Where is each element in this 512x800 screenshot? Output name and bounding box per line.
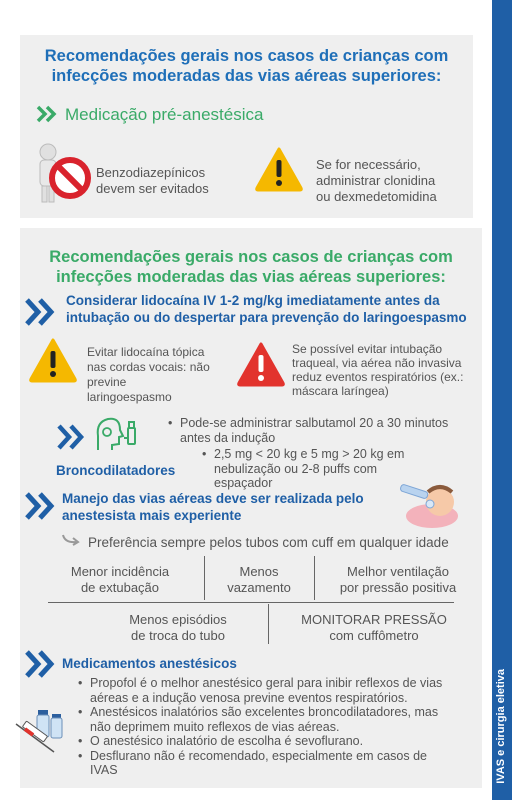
double-chevron-icon [36,105,58,123]
section2-title: Recomendações gerais nos casos de crianças com infecções moderadas das vias aéreas superiores: [49,248,453,286]
list-item: • Pode-se administrar salbutamol 20 a 30 minutos antes da indução [168,416,488,445]
double-chevron-icon [56,422,86,452]
alert-icon [236,341,286,387]
inhaler-icon [92,414,140,456]
bronchodilators-list [168,416,488,491]
list-item: • Propofol é o melhor anestésico geral para inibir reflexos de vias aéreas e a indução venosa previne eventos respiratórios. [78,676,478,705]
monitor-cuff-pressure: MONITORAR PRESSÃO com cuffômetro [301,612,447,643]
list-item: • Anestésicos inalatórios são excelentes broncodilatadores, mas não deprimem muito reflexos de vias aéreas. [78,705,478,734]
forbidden-sign-icon [32,140,96,206]
double-chevron-icon [24,490,56,522]
benefit-ventilation: Melhor ventilação por pressão positiva [339,564,457,595]
benefit-tube-exchange: Menos episódios de troca do tubo [129,612,227,643]
curved-arrow-icon [60,532,84,546]
side-tab-label: IVAS e cirurgia eletiva [495,669,507,784]
bronchodilators-label: Broncodilatadores [56,463,176,478]
premed-item1: Benzodiazepínicos devem ser evitados [96,165,209,196]
list-item: • 2,5 mg < 20 kg e 5 mg > 20 kg em nebulização ou 2-8 puffs com espaçador [202,447,488,491]
divider [268,604,269,644]
warning-icon [254,146,304,192]
divider [48,602,454,603]
airway-management-heading: Manejo das vias aéreas deve ser realizada pelo anestesista mais experiente [62,491,364,523]
benefit-leak: Menos vazamento [227,564,291,595]
divider [204,556,205,600]
divider [314,556,315,600]
intubation-warning: Se possível evitar intubação traqueal, via aérea não invasiva reduz eventos respiratórios (ex.: máscara laríngea) [292,342,464,398]
warning-icon [28,337,78,383]
cuffed-tube-preference: Preferência sempre pelos tubos com cuff em qualquer idade [88,535,449,550]
premed-item2: Se for necessário, administrar clonidina ou dexmedetomidina [316,157,437,204]
double-chevron-icon [24,296,56,328]
benefit-extubation: Menor incidência de extubação [70,564,170,595]
anesthetic-drugs-list [78,676,478,778]
lidocaine-recommendation: Considerar lidocaína IV 1-2 mg/kg imediatamente antes da intubação ou do despertar para prevenção do laringoespasmo [66,293,467,325]
premed-subheading: Medicação pré-anestésica [65,105,264,124]
section1-title: Recomendações gerais nos casos de crianças com infecções moderadas das vias aéreas superiores: [44,47,449,85]
topical-lidocaine-warning: Evitar lidocaína tópica nas cordas vocais: não previne laringoespasmo [87,345,210,404]
list-item: • O anestésico inalatório de escolha é sevoflurano. [78,734,478,749]
double-chevron-icon [24,648,56,680]
side-tab [492,0,512,800]
vials-syringe-icon [12,706,66,758]
anesthetic-drugs-heading: Medicamentos anestésicos [62,656,237,671]
list-item: • Desflurano não é recomendado, especialmente em casos de IVAS [78,749,478,778]
child-intubation-illustration [392,482,462,530]
